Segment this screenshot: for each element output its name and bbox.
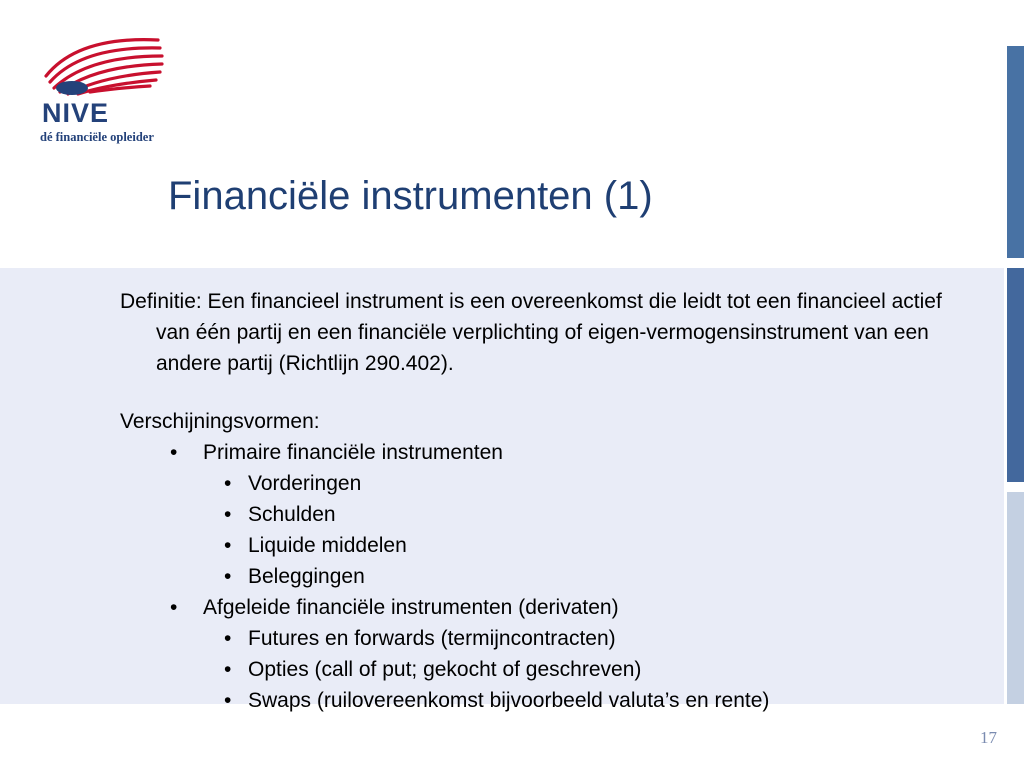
bullet-icon: •: [170, 596, 178, 619]
definition-paragraph: Definitie: Een financieel instrument is een overeenkomst die leidt tot een financieel actief van één partij en een financiële verplichting of eigen-vermogensinstrument van een andere partij (Richtlijn 290.402).: [120, 290, 942, 375]
side-bar-top: [1007, 46, 1024, 258]
side-bar-middle: [1007, 268, 1024, 482]
slide-title: Financiële instrumenten (1): [168, 174, 653, 218]
bullet-icon: •: [224, 565, 232, 588]
slide-body: [120, 286, 980, 716]
logo-wordmark: NIVE: [42, 98, 110, 128]
bullet-icon: •: [224, 658, 232, 681]
forms-heading: Verschijningsvormen:: [120, 410, 320, 433]
group-label: Primaire financiële instrumenten: [203, 441, 503, 464]
group-label: Afgeleide financiële instrumenten (derivaten): [203, 596, 619, 619]
nive-arcs-icon: [38, 36, 168, 102]
list-item-label: Swaps (ruilovereenkomst bijvoorbeeld valuta’s en rente): [248, 689, 770, 712]
list-item-label: Futures en forwards (termijncontracten): [248, 627, 616, 650]
list-item-group-1: [120, 437, 980, 468]
bullet-icon: •: [224, 627, 232, 650]
paragraph-gap: [120, 379, 980, 406]
list-item: [120, 685, 980, 716]
list-item-group-2: [120, 592, 980, 623]
list-item: [120, 499, 980, 530]
list-item: [120, 654, 980, 685]
bullet-icon: •: [224, 689, 232, 712]
list-item: [120, 561, 980, 592]
side-bar-bottom: [1007, 492, 1024, 704]
list-item-label: Vorderingen: [248, 472, 362, 495]
bullet-icon: •: [224, 503, 232, 526]
list-item: [120, 468, 980, 499]
list-item-label: Beleggingen: [248, 565, 365, 588]
list-item-label: Schulden: [248, 503, 336, 526]
list-item-label: Opties (call of put; gekocht of geschreven): [248, 658, 642, 681]
bullet-icon: •: [224, 534, 232, 557]
bullet-icon: •: [224, 472, 232, 495]
list-item-label: Liquide middelen: [248, 534, 407, 557]
page-number: 17: [980, 728, 997, 747]
list-item: [120, 623, 980, 654]
nive-logo: [38, 36, 198, 146]
logo-tagline: dé financiële opleider: [40, 130, 154, 144]
bullet-icon: •: [170, 441, 178, 464]
list-item: [120, 530, 980, 561]
